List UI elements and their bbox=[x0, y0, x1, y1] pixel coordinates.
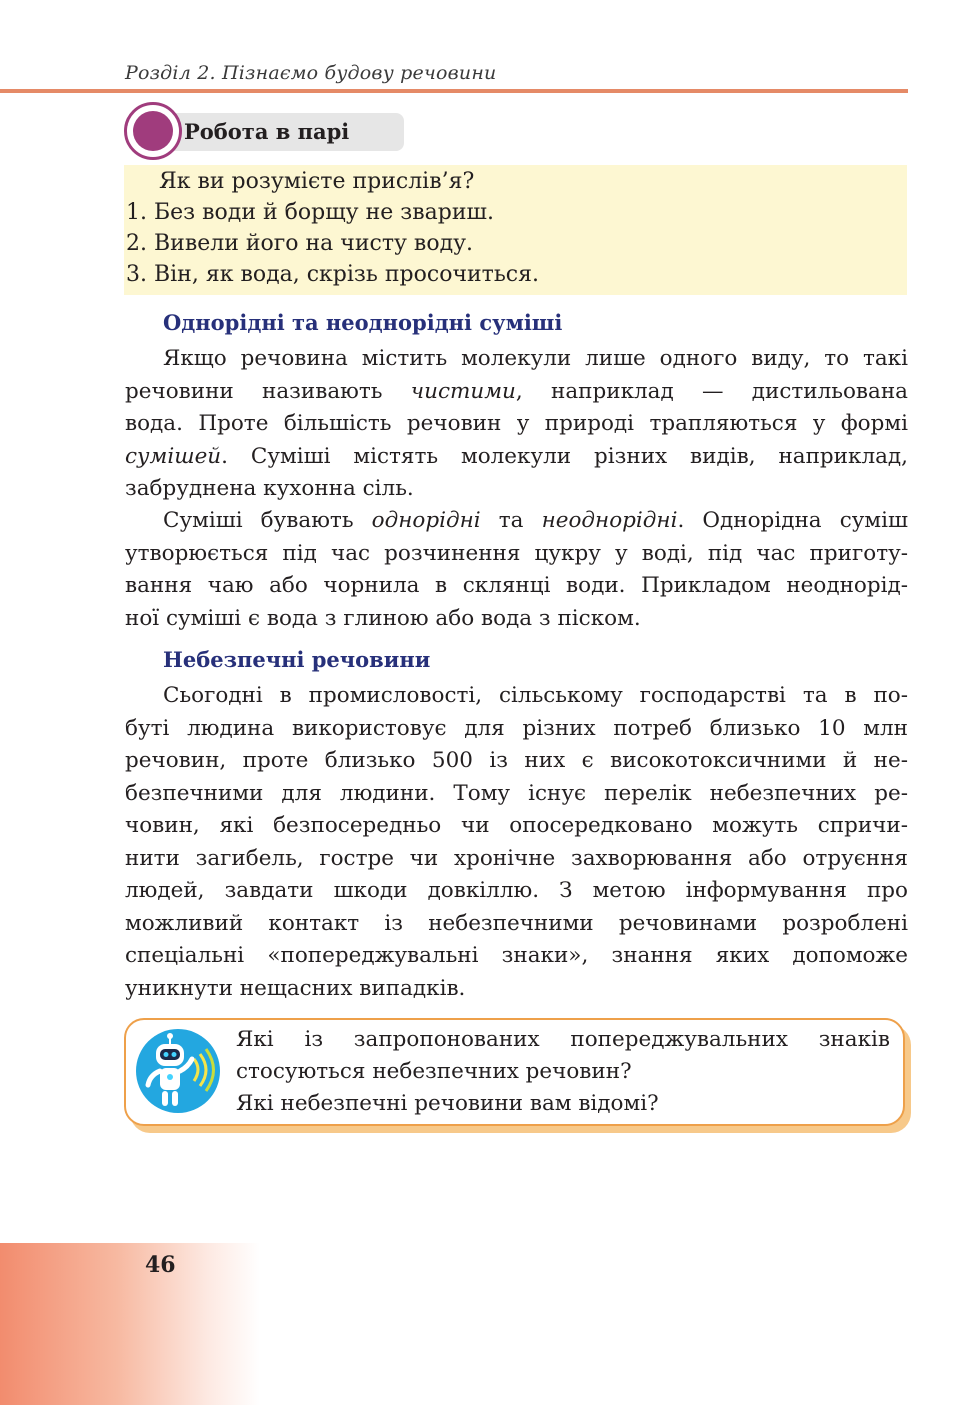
page-number-strip bbox=[0, 1243, 260, 1405]
proverb-box bbox=[124, 165, 907, 295]
header-rule bbox=[0, 89, 908, 93]
running-head: Розділ 2. Пізнаємо будову речовини bbox=[125, 62, 497, 84]
text-line bbox=[125, 408, 908, 441]
text-span: , наприклад — дистильована bbox=[515, 378, 908, 404]
text-line bbox=[125, 603, 908, 636]
text-line bbox=[125, 376, 908, 409]
text-span: та bbox=[480, 508, 542, 533]
text-line bbox=[125, 505, 908, 538]
text-line bbox=[125, 343, 908, 376]
page-number: 46 bbox=[145, 1252, 176, 1278]
text-line: нити загибель, гостре чи хронічне захворювання або отруєння bbox=[125, 845, 908, 871]
section-heading-mixtures: Однорідні та неоднорідні суміші bbox=[163, 310, 563, 335]
proverb-1: 1. Без води й борщу не звариш. bbox=[126, 200, 494, 225]
question-line-2: стосуються небезпечних речовин? bbox=[236, 1059, 632, 1084]
text-line: спеціальні «попереджувальні знаки», знання яких допоможе bbox=[125, 943, 908, 968]
text-span: . Однорідна суміш bbox=[677, 508, 908, 533]
text-span: Якщо речовина містить молекули лише одного виду, то такі bbox=[163, 346, 908, 371]
text-span: ної суміші є вода з глиною або вода з піском. bbox=[125, 605, 641, 631]
text-line bbox=[125, 538, 908, 571]
paragraph-dangerous-substances bbox=[125, 680, 908, 1005]
robot-illustration bbox=[136, 1029, 220, 1113]
pair-work-badge bbox=[124, 102, 414, 160]
proverb-question: Як ви розумієте прислів’я? bbox=[159, 169, 475, 194]
text-line bbox=[125, 441, 908, 474]
text-line: можливий контакт із небезпечними речовинами розроблені bbox=[125, 910, 908, 936]
text-span: . Суміші містять молекули різних видів, наприклад, bbox=[221, 443, 908, 469]
term-pure: чистими bbox=[410, 378, 516, 404]
term-homogeneous: однорідні bbox=[371, 508, 481, 533]
pair-work-icon bbox=[124, 102, 182, 160]
text-line: буті людина використовує для різних потреб близько 10 млн bbox=[125, 715, 908, 741]
pair-work-title: Робота в парі bbox=[184, 119, 350, 144]
pair-work-dot bbox=[133, 111, 173, 151]
paragraph-mixture-types bbox=[125, 505, 908, 635]
paragraph-pure-substances bbox=[125, 343, 908, 506]
text-line bbox=[125, 570, 908, 603]
term-heterogeneous: неоднорідні bbox=[541, 508, 678, 533]
text-span: забруднена кухонна сіль. bbox=[125, 476, 414, 501]
text-line: людей, завдати шкоди довкіллю. З метою інформування про bbox=[125, 878, 908, 903]
robot-icon bbox=[136, 1029, 220, 1113]
text-span: речовини називають bbox=[125, 378, 411, 404]
text-span: утворюється під час розчинення цукру у воді, під час приготу- bbox=[125, 540, 908, 566]
text-span: Суміші бувають bbox=[163, 508, 372, 533]
question-box bbox=[124, 1018, 905, 1126]
question-line-3: Які небезпечні речовини вам відомі? bbox=[236, 1091, 659, 1116]
text-line: безпечними для людини. Тому існує перелік небезпечних ре- bbox=[125, 780, 908, 806]
text-span: вання чаю або чорнила в склянці води. Прикладом неоднорід- bbox=[125, 573, 908, 598]
section-heading-dangerous: Небезпечні речовини bbox=[163, 647, 431, 672]
text-line: човин, які безпосередньо чи опосередковано можуть спричи- bbox=[125, 813, 908, 838]
proverb-3: 3. Він, як вода, скрізь просочиться. bbox=[126, 262, 540, 287]
proverb-2: 2. Вивели його на чисту воду. bbox=[126, 231, 474, 256]
text-span: вода. Проте більшість речовин у природі трапляються у формі bbox=[125, 411, 908, 436]
term-mixtures: сумішей bbox=[125, 443, 222, 469]
question-line-1: Які із запропонованих попереджувальних знаків bbox=[236, 1027, 890, 1052]
text-line: уникнути нещасних випадків. bbox=[125, 975, 466, 1001]
text-line: Сьогодні в промисловості, сільському господарстві та в по- bbox=[163, 683, 908, 708]
text-line bbox=[125, 473, 908, 506]
text-line: речовин, проте близько 500 із них є високотоксичними й не- bbox=[125, 748, 908, 773]
